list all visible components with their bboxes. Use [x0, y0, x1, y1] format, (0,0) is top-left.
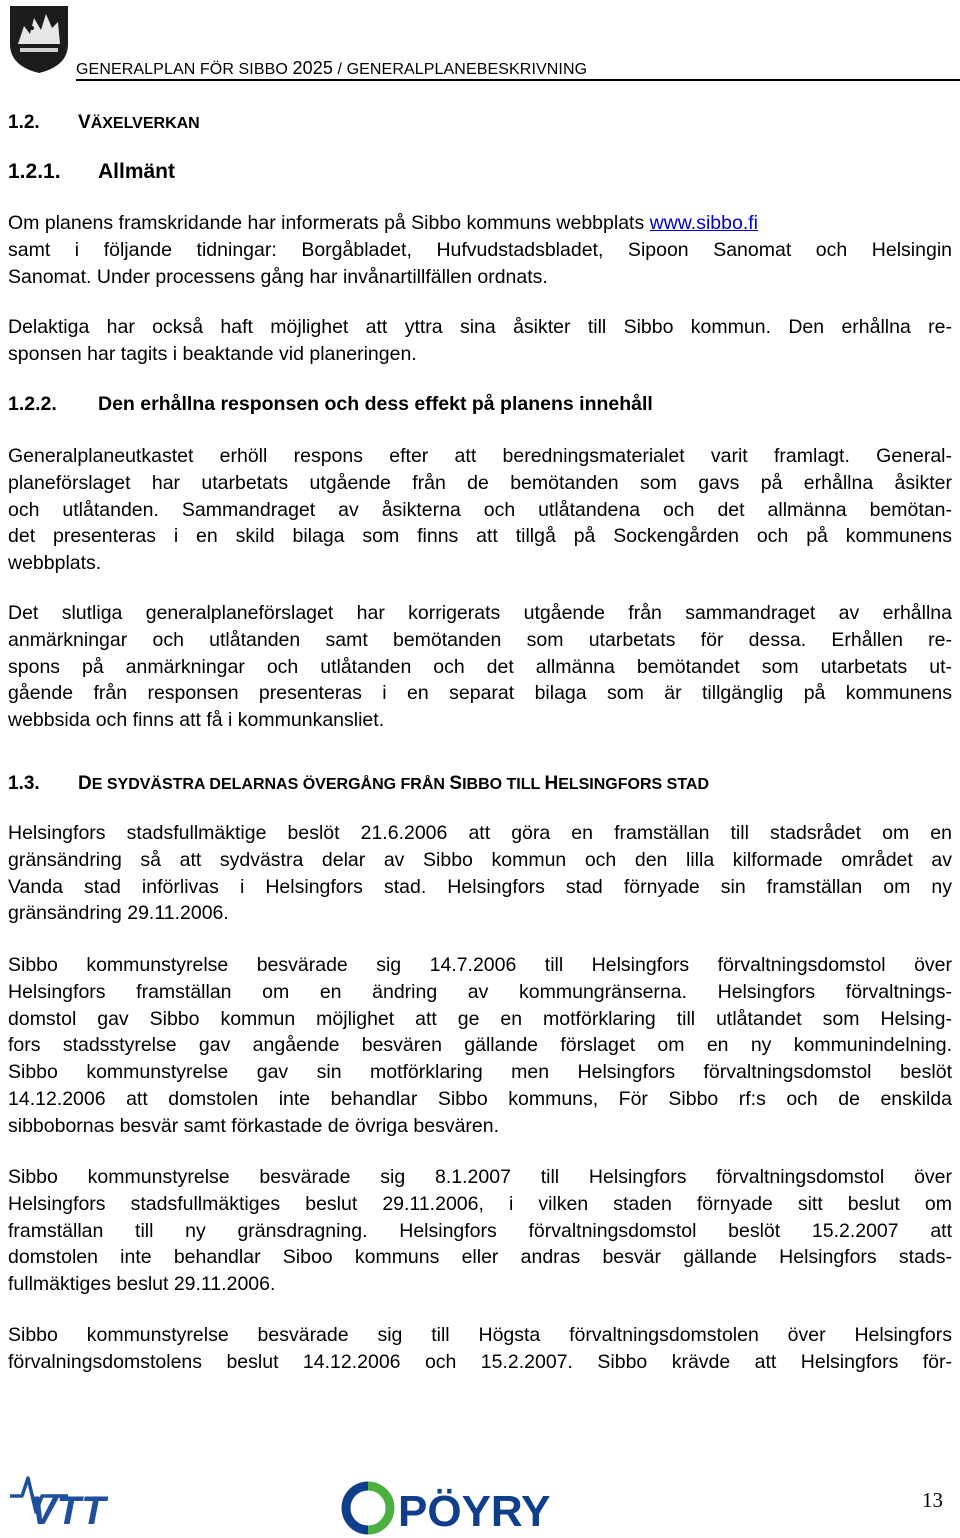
- section-heading-1-2-1: [8, 160, 175, 184]
- website-link[interactable]: www.sibbo.fi: [649, 212, 759, 234]
- text-line: planeförslaget har utarbetats utgående från de bemötanden som gavs på erhållna åsikter: [8, 471, 952, 494]
- header-title-post: / GENERALPLANEBESKRIVNING: [332, 61, 588, 78]
- text-line: sponsen har tagits i beaktande vid planeringen.: [8, 342, 417, 365]
- section-title-initial: V: [78, 112, 91, 133]
- section-title: Den erhållna responsen och dess effekt på planens innehåll: [98, 393, 653, 415]
- header-title: [76, 58, 587, 79]
- text-line: samt i följande tidningar: Borgåbladet, Hufvudstadsbladet, Sipoon Sanomat och Helsingin: [8, 238, 952, 261]
- section-title-initial: H: [544, 773, 559, 794]
- paragraph-4: [8, 600, 952, 734]
- text-line: Det slutliga generalplaneförslaget har korrigerats utgående från sammandraget av erhållna: [8, 602, 952, 624]
- text-line: gränsändring 29.11.2006.: [8, 902, 229, 925]
- section-title-rest: ELSINGFORS STAD: [558, 776, 710, 793]
- text-line-content: Om planens framskridande har informerats på Sibbo kommuns webbplats: [8, 212, 650, 234]
- paragraph-8: [8, 1322, 952, 1376]
- text-line: Vanda stad införlivas i Helsingfors stad. Helsingfors stad förnyade sin framställan om ny: [8, 875, 952, 898]
- vtt-logo-text: VTT: [30, 1489, 106, 1528]
- text-line: framställan till ny gränsdragning. Helsingfors förvaltningsdomstol beslöt 15.2.2007 att: [8, 1219, 952, 1242]
- text-line: sibbobornas besvär samt förkastade de övriga besvären.: [8, 1114, 500, 1137]
- text-line: Helsingfors framställan om en ändring av kommungränserna. Helsingfors förvaltnings-: [8, 980, 952, 1003]
- text-line: Helsingfors stadsfullmäktiges beslut 29.11.2006, i vilken staden förnyade sitt beslut om: [8, 1192, 952, 1215]
- section-heading-1-2-2: [8, 393, 653, 416]
- text-line: spons på anmärkningar och utlåtanden och det allmänna bemötandet som utarbetats ut-: [8, 655, 952, 678]
- text-line: Delaktiga har också haft möjlighet att yttra sina åsikter till Sibbo kommun. Den erhållna re-: [8, 316, 952, 338]
- vtt-logo: [8, 1466, 168, 1528]
- text-line: Sibbo kommunstyrelse gav sin motförklaring men Helsingfors förvaltningsdomstol beslöt: [8, 1061, 952, 1084]
- poyry-logo-text: PÖYRY: [398, 1487, 551, 1536]
- header-rule: [76, 79, 960, 81]
- text-line: förvalningsdomstolens beslut 14.12.2006 och 15.2.2007. Sibbo krävde att Helsingfors för-: [8, 1350, 952, 1373]
- text-line: fors stadsstyrelse gav angående besvären gällande förslaget om en ny kommunindelning.: [8, 1034, 952, 1057]
- paragraph-6: [8, 952, 952, 1140]
- section-title: Allmänt: [98, 160, 176, 183]
- poyry-logo: [340, 1480, 610, 1536]
- text-line: anmärkningar och utlåtanden samt bemötanden som utarbetats för dessa. Erhållen re-: [8, 628, 952, 651]
- text-line: fullmäktiges beslut 29.11.2006.: [8, 1273, 276, 1296]
- text-line: Helsingfors stadsfullmäktige beslöt 21.6.2006 att göra en framställan till stadsrådet om en: [8, 822, 952, 844]
- paragraph-2: [8, 314, 952, 368]
- section-title-rest: E SYDVÄSTRA DELARNAS ÖVERGÅNG FRÅN: [91, 776, 450, 793]
- text-line: Sanomat. Under processens gång har invånartillfällen ordnats.: [8, 265, 548, 288]
- section-title-rest: ÄXELVERKAN: [90, 115, 200, 132]
- text-line: gränsändring så att sydvästra delar av Sibbo kommun och den lilla kilformade området av: [8, 848, 952, 871]
- section-number: 1.2.1.: [8, 160, 61, 183]
- section-title-initial: D: [78, 773, 92, 794]
- section-title-initial: S: [449, 773, 463, 794]
- text-line: domstol gav Sibbo kommun möjlighet att ge en motförklaring till utlåtandet som Helsing-: [8, 1007, 952, 1030]
- section-number: 1.2.2.: [8, 393, 57, 415]
- page-number: 13: [922, 1488, 943, 1512]
- text-line: webbplats.: [8, 552, 102, 575]
- section-number: 1.3.: [8, 773, 40, 794]
- text-line: 14.12.2006 att domstolen inte behandlar Sibbo kommuns, För Sibbo rf:s och de enskilda: [8, 1087, 952, 1110]
- section-heading-1-3: [8, 773, 709, 795]
- text-line: det presenteras i en skild bilaga som finns att tillgå på Sockengården och på kommunens: [8, 525, 952, 548]
- paragraph-7: [8, 1164, 952, 1298]
- text-line: gående från responsen presenteras i en separat bilaga som är tillgänglig på kommunens: [8, 682, 952, 705]
- text-line: webbsida och finns att få i kommunkansliet.: [8, 709, 385, 732]
- header-title-pre: GENERALPLAN FÖR SIBBO: [76, 61, 293, 78]
- section-heading-1-2: [8, 112, 200, 134]
- text-line: domstolen inte behandlar Siboo kommuns eller andras besvär gällande Helsingfors stads-: [8, 1246, 952, 1269]
- text-line: Sibbo kommunstyrelse besvärade sig 8.1.2007 till Helsingfors förvaltningsdomstol över: [8, 1166, 952, 1188]
- text-line: Sibbo kommunstyrelse besvärade sig 14.7.2006 till Helsingfors förvaltningsdomstol över: [8, 954, 952, 976]
- paragraph-5: [8, 820, 952, 927]
- text-line: Generalplaneutkastet erhöll respons efter att beredningsmaterialet varit framlagt. General-: [8, 445, 952, 467]
- section-title-rest: IBBO TILL: [462, 776, 545, 793]
- paragraph-1: [8, 210, 952, 290]
- header-year: 2025: [292, 58, 333, 78]
- text-line: [8, 210, 952, 237]
- section-number: 1.2.: [8, 112, 40, 133]
- text-line: och utlåtanden. Sammandraget av åsikterna och utlåtandena och det allmänna bemötan-: [8, 498, 952, 521]
- coat-of-arms-icon: [8, 4, 70, 74]
- text-line: Sibbo kommunstyrelse besvärade sig till Högsta förvaltningsdomstolen över Helsingfors: [8, 1324, 952, 1346]
- paragraph-3: [8, 443, 952, 577]
